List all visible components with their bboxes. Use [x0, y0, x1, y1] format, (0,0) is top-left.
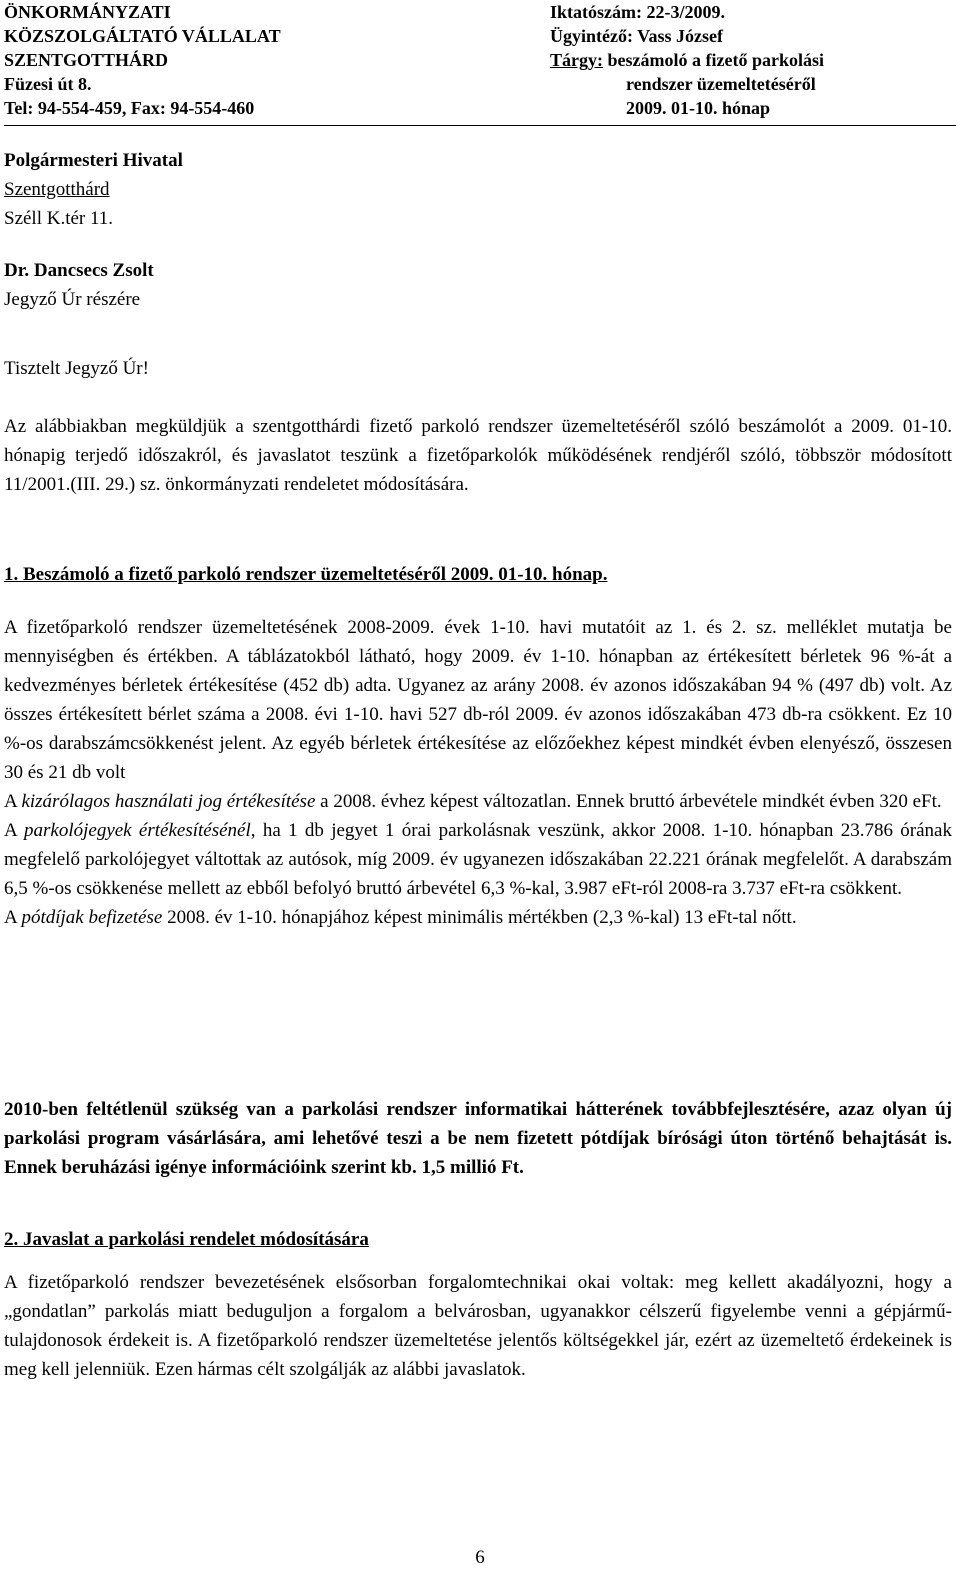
- subject-text: beszámoló a fizető parkolási: [607, 50, 824, 70]
- recipient-block: [4, 256, 952, 314]
- filing-number: Iktatószám: 22-3/2009.: [550, 2, 725, 22]
- section-2-body: A fizetőparkoló rendszer bevezetésének elsősorban forgalomtechnikai okai voltak: meg kellett akadályozni, hogy a „gondatlan” parkolás miatt beduguljon a forgalom a belvárosban, ugyanakkor célszerű figyelembe venni a gépjármű-tulajdonosok érdekeit is. A fizetőparkoló rendszer üzemeltetése jelentős költségekkel jár, ezért az üzemeltető érdekeinek is meg kell jelenniük. Ezen hármas célt szolgálják az alábbi javaslatok.: [4, 1272, 952, 1380]
- recipient-name: Dr. Dancsecs Zsolt: [4, 260, 154, 281]
- sender-line: Füzesi út 8.: [4, 74, 92, 94]
- paragraph: A fizetőparkoló rendszer üzemeltetésének 2008-2009. évek 1-10. havi mutatóit az 1. és 2. sz. melléklet mutatja be mennyiségben és értékben. A táblázatokból látható, hogy 2009. év 1-10. hónapban az értékesített bérletek 96 %-át a kedvezményes bérletek értékesítése (452 db) adta. Ugyanez az arány 2008. év azonos időszakában 94 % (497 db) volt. Az összes értékesített bérlet száma a 2008. évi 1-10. havi 527 db-ról 2009. év azonos időszakában 473 db-ra csökkent. Ez 10 %-os darabszámcsökkenést jelent. Az egyéb bérletek értékesítése az előzőekhez képest mindkét évben elenyésző, összesen 30 és 21 db volt: [4, 617, 952, 783]
- addressee-office: Polgármesteri Hivatal: [4, 150, 183, 171]
- emphasis: parkolójegyek értékesítésénél: [24, 820, 251, 841]
- subject-line: [550, 48, 824, 72]
- addressee-street: Széll K.tér 11.: [4, 208, 114, 229]
- sender-line: ÖNKORMÁNYZATI: [4, 2, 171, 22]
- subject-label: Tárgy:: [550, 50, 603, 70]
- reference-block: [550, 0, 824, 120]
- addressee-city: Szentgotthárd: [4, 179, 110, 200]
- section-2-heading: 2. Javaslat a parkolási rendelet módosítására: [4, 1229, 369, 1250]
- section-1-heading: 1. Beszámoló a fizető parkoló rendszer üzemeltetéséről 2009. 01-10. hónap.: [4, 564, 608, 585]
- sender-line: KÖZSZOLGÁLTATÓ VÁLLALAT: [4, 26, 281, 46]
- letterhead: [4, 0, 956, 126]
- paragraph: A parkolójegyek értékesítésénél, ha 1 db jegyet 1 órai parkolásnak veszünk, akkor 2008. 1-10. hónapban 23.786 órának megfelelő parkolójegyet váltottak az autósok, míg 2009. év ugyanezen időszakában 22.221 órának megfelelőt. A darabszám 6,5 %-os csökkenése mellett az ebből befolyó bruttó árbevétel 6,3 %-kal, 3.987 eFt-ról 2008-ra 3.737 eFt-ra csökkent.: [4, 820, 952, 899]
- subject-text: rendszer üzemeltetéséről: [626, 74, 816, 94]
- paragraph: A pótdíjak befizetése 2008. év 1-10. hónapjához képest minimális mértékben (2,3 %-kal) 13 eFt-tal nőtt.: [4, 907, 797, 928]
- emphasis: kizárólagos használati jog értékesítése: [21, 791, 316, 812]
- section-1-body: [4, 613, 952, 932]
- investment-paragraph: 2010-ben feltétlenül szükség van a parkolási rendszer informatikai hátterének továbbfejlesztésére, azaz olyan új parkolási program vásárlására, ami lehetővé teszi a be nem fizetett pótdíjak bírósági úton történő behajtását is. Ennek beruházási igénye információink szerint kb. 1,5 millió Ft.: [4, 1099, 952, 1178]
- paragraph: A kizárólagos használati jog értékesítése a 2008. évhez képest változatlan. Ennek bruttó árbevétele mindkét évben 320 eFt.: [4, 791, 942, 812]
- emphasis: pótdíjak befizetése: [21, 907, 163, 928]
- sender-line: SZENTGOTTHÁRD: [4, 50, 169, 70]
- recipient-attention: Jegyző Úr részére: [4, 289, 141, 310]
- intro-paragraph: Az alábbiakban megküldjük a szentgotthárdi fizető parkoló rendszer üzemeltetéséről szóló beszámolót a 2009. 01-10. hónapig terjedő időszakról, és javaslatot teszünk a fizetőparkolók működésének rendjéről szóló, többször módosított 11/2001.(III. 29.) sz. önkormányzati rendeletet módosítására.: [4, 416, 952, 495]
- page-number: 6: [475, 1547, 485, 1568]
- salutation: Tisztelt Jegyző Úr!: [4, 358, 149, 379]
- sender-line: Tel: 94-554-459, Fax: 94-554-460: [4, 98, 255, 118]
- administrator: Ügyintéző: Vass József: [550, 26, 723, 46]
- sender-block: [4, 0, 281, 120]
- addressee-block: [4, 146, 952, 233]
- subject-period: 2009. 01-10. hónap: [626, 98, 771, 118]
